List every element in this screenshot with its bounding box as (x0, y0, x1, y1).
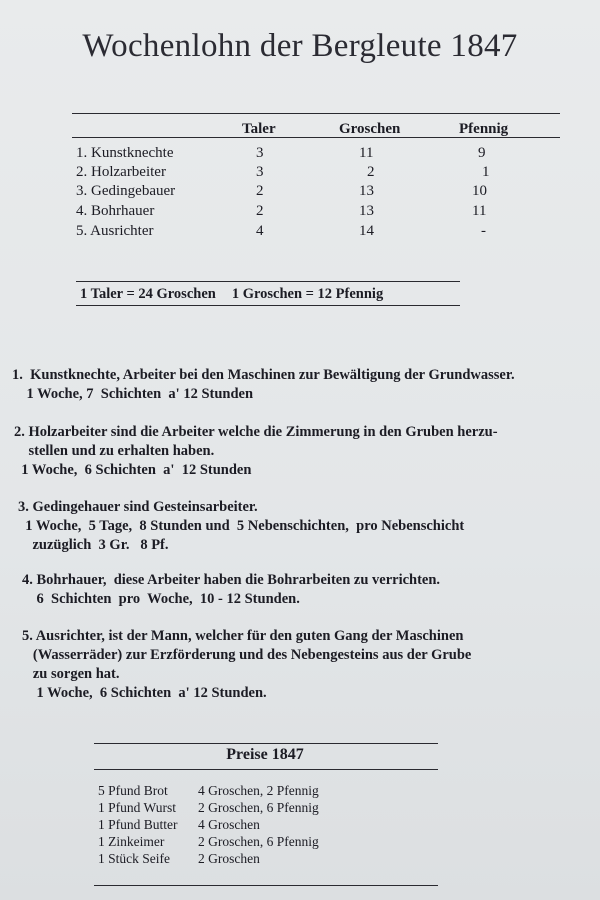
price-item: 1 Pfund Butter (98, 817, 178, 832)
header-groschen: Groschen (339, 121, 401, 137)
note-ausrichter (22, 627, 471, 703)
prices-title: Preise 1847 (226, 746, 304, 763)
row-name: 5. Ausrichter (76, 223, 154, 239)
row-pfennig: 10 (472, 183, 487, 199)
row-taler: 4 (256, 223, 264, 239)
currency-conversion (80, 286, 399, 303)
note-line: 2. Holzarbeiter sind die Arbeiter welche die Zimmerung in den Gruben herzu- (14, 424, 498, 440)
price-cost: 4 Groschen, 2 Pfennig (198, 783, 319, 798)
table-row (76, 183, 558, 203)
price-item: 1 Pfund Wurst (98, 800, 176, 815)
header-pfennig: Pfennig (459, 121, 509, 137)
row-groschen: 11 (359, 145, 374, 161)
price-cost: 4 Groschen (198, 817, 260, 832)
price-cost: 2 Groschen, 6 Pfennig (198, 834, 319, 849)
row-name: 4. Bohrhauer (76, 203, 155, 219)
row-groschen: 13 (359, 183, 374, 199)
table-header-rule (72, 137, 560, 138)
table-row (76, 145, 558, 165)
taler-conversion: 1 Taler = 24 Groschen (80, 286, 216, 302)
note-line: 5. Ausrichter, ist der Mann, welcher für den guten Gang der Maschinen (22, 628, 464, 644)
price-item: 5 Pfund Brot (98, 783, 168, 798)
conversion-bottom-rule (76, 305, 460, 306)
row-name: 3. Gedingebauer (76, 183, 176, 199)
note-line: 6 Schichten pro Woche, 10 - 12 Stunden. (22, 591, 300, 607)
note-line: 1 Woche, 5 Tage, 8 Stunden und 5 Nebenschichten, pro Nebenschicht (18, 518, 465, 534)
row-taler: 2 (256, 203, 264, 219)
prices-top-rule (94, 743, 438, 744)
note-kunstknechte (12, 366, 515, 404)
prices-title-rule (94, 769, 438, 770)
page-title: Wochenlohn der Bergleute 1847 (82, 28, 518, 64)
note-line: stellen und zu erhalten haben. (14, 443, 215, 459)
table-row (76, 164, 558, 184)
note-line: zu sorgen hat. (22, 666, 120, 682)
row-name: 2. Holzarbeiter (76, 164, 166, 180)
prices-bottom-rule (94, 885, 438, 886)
row-pfennig: 9 (478, 145, 486, 161)
row-pfennig: 11 (472, 203, 487, 219)
note-line: 1 Woche, 7 Schichten a' 12 Stunden (12, 386, 254, 402)
price-item: 1 Zinkeimer (98, 834, 165, 849)
table-row (76, 203, 558, 223)
note-line: 1. Kunstknechte, Arbeiter bei den Maschinen zur Bewältigung der Grundwasser. (12, 367, 515, 383)
note-line: 1 Woche, 6 Schichten a' 12 Stunden (14, 462, 252, 478)
note-gedingehauer (18, 498, 464, 555)
groschen-conversion: 1 Groschen = 12 Pfennig (231, 286, 384, 302)
row-taler: 3 (256, 164, 264, 180)
note-line: 3. Gedingehauer sind Gesteinsarbeiter. (18, 499, 258, 515)
header-taler: Taler (242, 121, 276, 137)
row-taler: 3 (256, 145, 264, 161)
price-cost: 2 Groschen (198, 851, 260, 866)
price-cost: 2 Groschen, 6 Pfennig (198, 800, 319, 815)
note-line: 4. Bohrhauer, diese Arbeiter haben die Bohrarbeiten zu verrichten. (22, 572, 441, 588)
note-line: 1 Woche, 6 Schichten a' 12 Stunden. (22, 685, 267, 701)
row-pfennig: 1 (482, 164, 490, 180)
note-line: zuzüglich 3 Gr. 8 Pf. (18, 537, 169, 553)
row-groschen: 14 (359, 223, 374, 239)
table-row (76, 223, 558, 243)
row-groschen: 13 (359, 203, 374, 219)
conversion-top-rule (76, 281, 460, 282)
table-top-rule (72, 113, 560, 114)
note-line: (Wasserräder) zur Erzförderung und des Nebengesteins aus der Grube (22, 647, 472, 663)
note-bohrhauer (22, 571, 440, 609)
price-item: 1 Stück Seife (98, 851, 170, 866)
row-groschen: 2 (367, 164, 375, 180)
note-holzarbeiter (14, 423, 498, 480)
row-name: 1. Kunstknechte (76, 145, 174, 161)
row-pfennig: - (481, 223, 486, 239)
row-taler: 2 (256, 183, 264, 199)
